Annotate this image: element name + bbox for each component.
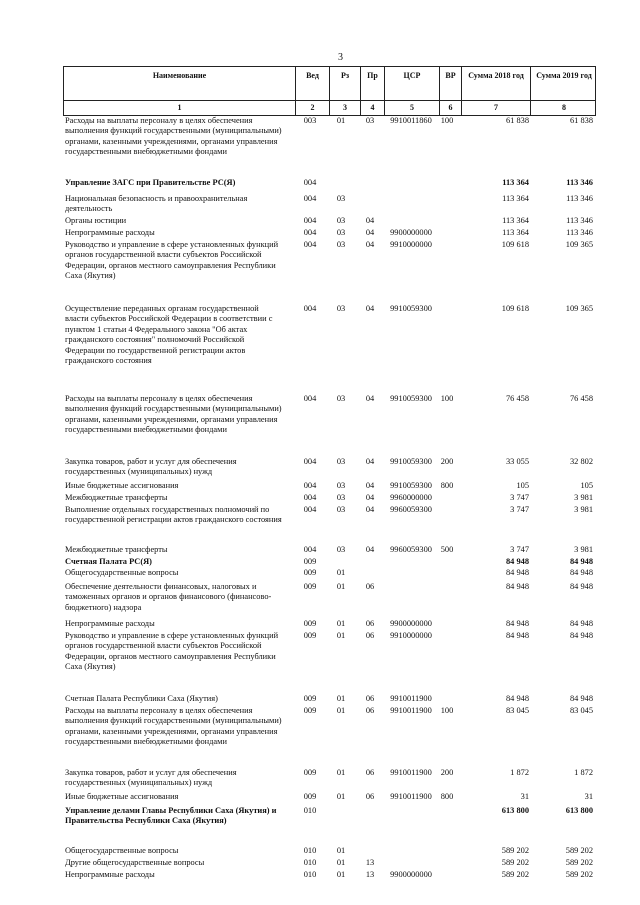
cell-pr: 13 [365, 870, 375, 879]
cell-name: Руководство и управление в сфере установленных функций органов государственной власти субъектов Российской Федерации, органов местного самоуправления Республики Саха (Якутия) [65, 631, 279, 672]
cell-s18: 613 800 [501, 806, 529, 815]
cell-name: Расходы на выплаты персоналу в целях обеспечения выполнения функций государственными (муниципальными) органами, казенными учреждениями, органами управления государственными внебюджетными фондами [65, 394, 282, 435]
cell-s19: 589 202 [565, 846, 593, 855]
cell-s19: 61 838 [569, 116, 593, 125]
cell-name: Другие общегосударственные вопросы [65, 858, 205, 867]
cell-csr: 9910000000 [390, 631, 432, 640]
cell-s19: 76 458 [569, 394, 593, 403]
cell-pr: 04 [365, 228, 375, 237]
cell-csr: 9910011900 [390, 706, 432, 715]
cell-s19: 84 948 [569, 568, 593, 577]
cell-name: Непрограммные расходы [65, 228, 155, 237]
cell-name: Межбюджетные трансферты [65, 493, 168, 502]
cell-vr: 100 [440, 394, 454, 403]
cell-pr: 04 [365, 216, 375, 225]
cell-pr: 06 [365, 768, 375, 777]
header-cell-ved [295, 67, 329, 115]
cell-csr: 9960059300 [390, 505, 432, 514]
cell-ved: 004 [303, 493, 317, 502]
cell-ved: 009 [303, 582, 317, 591]
cell-pr: 04 [365, 240, 375, 249]
cell-s18: 76 458 [505, 394, 529, 403]
cell-csr: 9910011900 [390, 792, 432, 801]
cell-name: Расходы на выплаты персоналу в целях обеспечения выполнения функций государственными (муниципальными) органами, казенными учреждениями, органами управления государственными внебюджетными фондами [65, 116, 282, 157]
cell-rz: 01 [336, 768, 346, 777]
cell-rz: 01 [336, 846, 346, 855]
cell-s19: 109 365 [565, 304, 593, 313]
cell-csr: 9910000000 [390, 240, 432, 249]
column-header-rz: Рз [340, 71, 350, 80]
cell-name: Общегосударственные вопросы [65, 846, 179, 855]
cell-s18: 3 747 [510, 493, 529, 502]
cell-rz: 03 [336, 545, 346, 554]
page-number: 3 [338, 52, 343, 63]
cell-ved: 010 [303, 858, 317, 867]
cell-ved: 010 [303, 806, 317, 815]
cell-s18: 105 [516, 481, 529, 490]
cell-s18: 113 364 [502, 194, 529, 203]
cell-s19: 113 346 [566, 216, 593, 225]
header-cell-pr [360, 67, 384, 115]
cell-csr: 9960000000 [390, 493, 432, 502]
cell-ved: 009 [303, 768, 317, 777]
cell-ved: 009 [303, 568, 317, 577]
cell-name: Иные бюджетные ассигнования [65, 792, 179, 801]
cell-s18: 3 747 [510, 545, 529, 554]
header-cell-csr [384, 67, 439, 115]
cell-vr: 800 [440, 792, 454, 801]
cell-name: Закупка товаров, работ и услуг для обеспечения государственных (муниципальных) нужд [65, 768, 237, 788]
header-cell-name [64, 67, 295, 115]
cell-name: Межбюджетные трансферты [65, 545, 168, 554]
cell-name: Общегосударственные вопросы [65, 568, 179, 577]
cell-vr: 100 [440, 116, 454, 125]
cell-name: Выполнение отдельных государственных полномочий по государственной регистрации актов гражданского состояния [65, 505, 282, 525]
cell-vr: 500 [440, 545, 454, 554]
cell-ved: 009 [303, 619, 317, 628]
cell-rz: 03 [336, 505, 346, 514]
cell-ved: 004 [303, 178, 317, 187]
column-number-vr: 6 [448, 103, 453, 112]
cell-name: Обеспечение деятельности финансовых, налоговых и таможенных органов и органов финансового (финансово-бюджетного) надзора [65, 582, 272, 612]
cell-ved: 010 [303, 846, 317, 855]
cell-s19: 105 [580, 481, 593, 490]
cell-rz: 01 [336, 116, 346, 125]
cell-s19: 113 346 [566, 178, 593, 187]
cell-pr: 06 [365, 706, 375, 715]
cell-s19: 32 802 [569, 457, 593, 466]
cell-s19: 113 346 [566, 228, 593, 237]
cell-rz: 01 [336, 619, 346, 628]
column-header-pr: Пр [367, 71, 378, 80]
cell-s18: 31 [520, 792, 529, 801]
cell-pr: 06 [365, 694, 375, 703]
cell-s19: 84 948 [569, 619, 593, 628]
cell-pr: 13 [365, 858, 375, 867]
cell-csr: 9900000000 [390, 228, 432, 237]
cell-ved: 009 [303, 792, 317, 801]
header-divider [64, 100, 595, 101]
cell-name: Управление делами Главы Республики Саха (Якутия) и Правительства Республики Саха (Якутия) [65, 806, 277, 826]
cell-ved: 004 [303, 228, 317, 237]
cell-s18: 113 364 [502, 216, 529, 225]
cell-s19: 3 981 [574, 493, 593, 502]
cell-s18: 33 055 [505, 457, 529, 466]
cell-rz: 01 [336, 706, 346, 715]
cell-csr: 9910059300 [390, 481, 432, 490]
cell-rz: 03 [336, 394, 346, 403]
cell-ved: 004 [303, 304, 317, 313]
cell-s19: 589 202 [565, 870, 593, 879]
cell-s19: 3 981 [574, 505, 593, 514]
cell-s19: 113 346 [566, 194, 593, 203]
cell-csr: 9910059300 [390, 457, 432, 466]
cell-rz: 03 [336, 481, 346, 490]
table-header [63, 66, 596, 116]
cell-rz: 03 [336, 240, 346, 249]
cell-pr: 04 [365, 545, 375, 554]
cell-name: Непрограммные расходы [65, 619, 155, 628]
cell-s18: 84 948 [505, 582, 529, 591]
cell-s19: 589 202 [565, 858, 593, 867]
column-header-s19: Сумма 2019 год [536, 71, 592, 80]
cell-vr: 200 [440, 768, 454, 777]
column-header-s18: Сумма 2018 год [468, 71, 524, 80]
column-number-name: 1 [177, 103, 182, 112]
cell-s18: 84 948 [505, 694, 529, 703]
cell-ved: 004 [303, 194, 317, 203]
column-number-ved: 2 [310, 103, 315, 112]
header-cell-rz [329, 67, 360, 115]
cell-ved: 009 [303, 631, 317, 640]
cell-csr: 9960059300 [390, 545, 432, 554]
cell-s18: 3 747 [510, 505, 529, 514]
cell-pr: 04 [365, 394, 375, 403]
cell-s18: 113 364 [502, 228, 529, 237]
cell-vr: 200 [440, 457, 454, 466]
cell-ved: 004 [303, 505, 317, 514]
cell-rz: 01 [336, 792, 346, 801]
cell-csr: 9910059300 [390, 304, 432, 313]
cell-csr: 9900000000 [390, 619, 432, 628]
column-header-ved: Вед [306, 71, 319, 80]
cell-ved: 004 [303, 457, 317, 466]
cell-ved: 009 [303, 557, 317, 566]
cell-name: Иные бюджетные ассигнования [65, 481, 179, 490]
cell-name: Закупка товаров, работ и услуг для обеспечения государственных (муниципальных) нужд [65, 457, 237, 477]
cell-ved: 009 [303, 706, 317, 715]
cell-s18: 589 202 [501, 858, 529, 867]
column-number-rz: 3 [343, 103, 347, 112]
cell-s18: 84 948 [505, 568, 529, 577]
cell-rz: 01 [336, 631, 346, 640]
cell-name: Управление ЗАГС при Правительстве РС(Я) [65, 178, 236, 187]
cell-s19: 31 [584, 792, 593, 801]
cell-s18: 84 948 [505, 631, 529, 640]
column-header-name: Наименование [152, 71, 207, 80]
cell-s19: 84 948 [569, 557, 593, 566]
cell-csr: 9910059300 [390, 394, 432, 403]
cell-csr: 9910011860 [390, 116, 432, 125]
cell-s18: 589 202 [501, 846, 529, 855]
cell-ved: 004 [303, 545, 317, 554]
cell-csr: 9910011900 [390, 694, 432, 703]
column-number-csr: 5 [410, 103, 414, 112]
cell-ved: 004 [303, 216, 317, 225]
cell-csr: 9910011900 [390, 768, 432, 777]
cell-s18: 83 045 [505, 706, 529, 715]
cell-pr: 04 [365, 505, 375, 514]
column-number-s18: 7 [494, 103, 498, 112]
cell-s19: 83 045 [569, 706, 593, 715]
column-header-csr: ЦСР [403, 71, 421, 80]
cell-ved: 004 [303, 481, 317, 490]
cell-rz: 01 [336, 858, 346, 867]
cell-s19: 84 948 [569, 631, 593, 640]
cell-name: Национальная безопасность и правоохранительная деятельность [65, 194, 248, 214]
column-number-s19: 8 [562, 103, 566, 112]
cell-s19: 109 365 [565, 240, 593, 249]
cell-s19: 613 800 [565, 806, 593, 815]
cell-name: Счетная Палата Республики Саха (Якутия) [65, 694, 218, 703]
cell-ved: 003 [303, 116, 317, 125]
cell-vr: 100 [440, 706, 454, 715]
cell-name: Руководство и управление в сфере установленных функций органов государственной власти субъектов Российской Федерации, органов местного самоуправления Республики Саха (Якутия) [65, 240, 279, 281]
cell-s19: 3 981 [574, 545, 593, 554]
cell-csr: 9900000000 [390, 870, 432, 879]
cell-name: Осуществление переданных органам государственной власти субъектов Российской Федерации в соответствии с пунктом 1 статьи 4 Федерального закона "Об актах гражданского состояния" полномочий Российской Федерации по государственной регистрации актов гражданского состояния [65, 304, 273, 366]
cell-pr: 04 [365, 457, 375, 466]
cell-s18: 84 948 [505, 619, 529, 628]
cell-pr: 04 [365, 493, 375, 502]
cell-rz: 01 [336, 870, 346, 879]
cell-rz: 03 [336, 304, 346, 313]
cell-ved: 009 [303, 694, 317, 703]
header-cell-s18 [461, 67, 530, 115]
cell-s18: 113 364 [502, 178, 529, 187]
cell-rz: 01 [336, 582, 346, 591]
cell-ved: 010 [303, 870, 317, 879]
cell-rz: 01 [336, 568, 346, 577]
cell-s18: 109 618 [501, 304, 529, 313]
cell-pr: 06 [365, 631, 375, 640]
column-number-pr: 4 [370, 103, 375, 112]
cell-ved: 004 [303, 240, 317, 249]
cell-rz: 03 [336, 216, 346, 225]
cell-s18: 84 948 [505, 557, 529, 566]
cell-pr: 06 [365, 619, 375, 628]
cell-s18: 61 838 [505, 116, 529, 125]
cell-name: Непрограммные расходы [65, 870, 155, 879]
cell-pr: 06 [365, 792, 375, 801]
cell-rz: 03 [336, 194, 346, 203]
cell-vr: 800 [440, 481, 454, 490]
cell-s19: 84 948 [569, 582, 593, 591]
cell-pr: 03 [365, 116, 375, 125]
cell-s19: 1 872 [574, 768, 593, 777]
cell-s19: 84 948 [569, 694, 593, 703]
header-cell-s19 [530, 67, 597, 115]
cell-pr: 06 [365, 582, 375, 591]
cell-name: Органы юстиции [65, 216, 127, 225]
cell-s18: 109 618 [501, 240, 529, 249]
cell-rz: 03 [336, 493, 346, 502]
header-cell-vr [439, 67, 461, 115]
cell-rz: 03 [336, 457, 346, 466]
cell-pr: 04 [365, 481, 375, 490]
cell-s18: 1 872 [510, 768, 529, 777]
cell-rz: 03 [336, 228, 346, 237]
cell-ved: 004 [303, 394, 317, 403]
cell-s18: 589 202 [501, 870, 529, 879]
cell-rz: 01 [336, 694, 346, 703]
cell-name: Счетная Палата РС(Я) [65, 557, 152, 566]
cell-pr: 04 [365, 304, 375, 313]
cell-name: Расходы на выплаты персоналу в целях обеспечения выполнения функций государственными (муниципальными) органами, казенными учреждениями, органами управления государственными внебюджетными фондами [65, 706, 282, 747]
column-header-vr: ВР [445, 71, 456, 80]
